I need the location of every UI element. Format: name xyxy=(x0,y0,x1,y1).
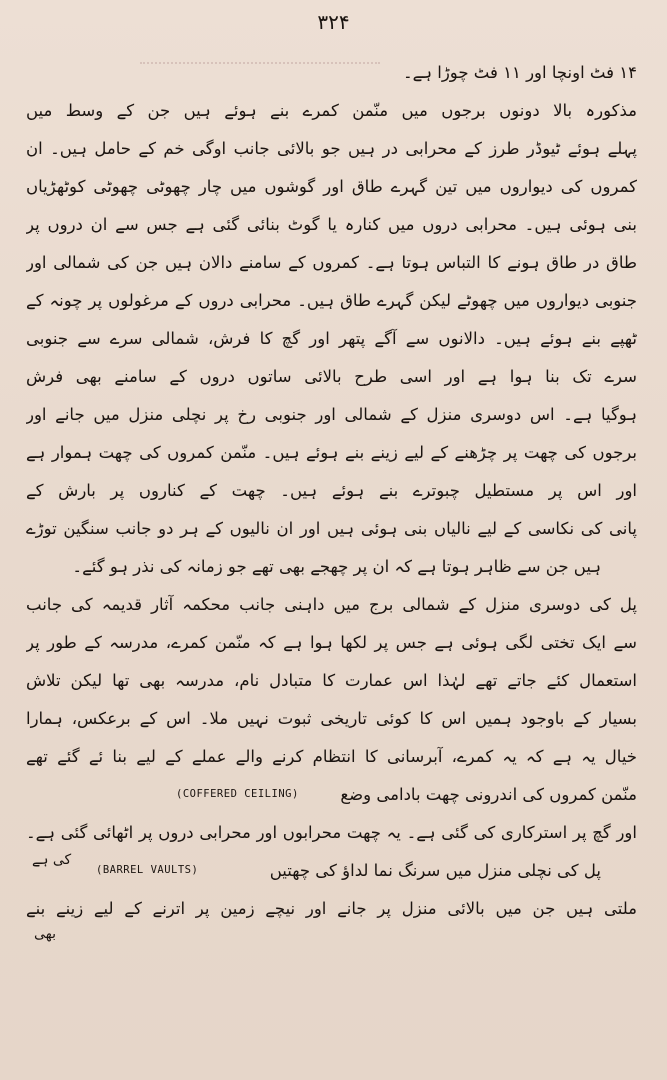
margin-note: بھی xyxy=(34,926,57,942)
text-line: پل کی نچلی منزل میں سرنگ نما لداؤ کی چھتیں xyxy=(269,861,601,880)
text-line: خیال یہ ہے کہ یہ کمرے، آبرسانی کا انتظام کرنے والے عملے کے لیے بنا ئے گئے تھے xyxy=(26,747,637,766)
text-line: بنی ہوئی ہیں۔ محرابی دروں میں کنارہ یا گوٹ بنائی گئی ہے جس سے ان دروں پر xyxy=(26,215,637,234)
text-line: ہوگیا ہے۔ اس دوسری منزل کے شمالی اور جنوبی رخ پر نچلی منزل میں جانے اور xyxy=(26,405,637,424)
text-line: ۱۴ فٹ اونچا اور ۱۱ فٹ چوڑا ہے۔ xyxy=(403,63,637,82)
text-line: ملتی ہیں جن میں بالائی منزل پر جانے اور نیچے زمین پر اترنے کے لیے زینے بنے xyxy=(26,899,637,918)
text-line: سے ایک تختی لگی ہوئی ہے جس پر لکھا ہوا ہے کہ منّمن کمرے، مدرسہ کے طور پر xyxy=(26,633,637,652)
coffered-line xyxy=(26,776,637,814)
text-line: سرے تک بنا ہوا ہے اور اسی طرح بالائی ساتوں دروں کے سامنے بھی فرش xyxy=(26,367,637,386)
text-line: برجوں کی چھت پر چڑھنے کے لیے زینے بنے ہوئے ہیں۔ منّمن کمروں کی چھت ہموار ہے xyxy=(26,443,637,462)
barrel-line xyxy=(26,852,637,890)
text-line: پہلے ہوئے ٹیوڈر طرز کے محرابی در ہیں جو بالائی جانب اوگی خم کے حامل ہیں۔ ان xyxy=(26,139,637,158)
text-line: اور گچ پر استرکاری کی گئی ہے۔ یہ چھت محرابوں اور محرابی دروں پر اٹھائی گئی ہے۔ xyxy=(26,823,637,842)
text-line: مذکورہ بالا دونوں برجوں میں منّمن کمرے بنے ہوئے ہیں جن کے وسط میں xyxy=(26,101,637,120)
page-number: ۳۲۴ xyxy=(317,10,350,34)
text-line: کمروں کی دیواروں میں تین گہرے طاق اور گوشوں میں چار چھوٹی چھوٹی کوٹھڑیاں xyxy=(26,177,637,196)
text-line: ہیں جن سے ظاہر ہوتا ہے کہ ان پر چھجے بھی تھے جو زمانہ کی نذر ہو گئے۔ xyxy=(72,557,601,576)
text-line: پل کی دوسری منزل کے شمالی برج میں داہنی جانب محکمہ آثار قدیمہ کی جانب xyxy=(26,595,637,614)
text-line: جنوبی دیواروں میں چھوٹے لیکن گہرے طاق ہیں۔ محرابی دروں کے مرغولوں پر چونہ کے xyxy=(26,291,637,310)
latin-term-coffered: (COFFERED CEILING) xyxy=(176,788,299,800)
text-line: استعمال کئے جاتے تھے لہٰذا اس عمارت کا متبادل نام، مدرسہ بھی تھا لیکن تلاش xyxy=(26,671,637,690)
text-line: بسیار کے باوجود ہمیں اس کا کوئی تاریخی ثبوت نہیں ملا۔ اس کے برعکس، ہمارا xyxy=(26,709,637,728)
text-line: ٹھپے بنے ہوئے ہیں۔ دالانوں سے آگے پتھر اور گچ کا فرش، شمالی سرے سے جنوبی xyxy=(26,329,637,348)
text-line: اور اس پر مستطیل چبوترے بنے ہوئے ہیں۔ چھت کے کناروں پر بارش کے xyxy=(26,481,637,500)
text-line: پانی کی نکاسی کے لیے نالیاں بنی ہوئی ہیں اور ان نالیوں کے ہر دو جانب سنگین توڑے xyxy=(26,519,637,538)
text-line: طاق در طاق ہونے کا التباس ہوتا ہے۔ کمروں کے سامنے دالان ہیں جن کی شمالی اور xyxy=(26,253,637,272)
margin-note: کی ہے xyxy=(32,852,72,868)
latin-term-barrel: (BARREL VAULTS) xyxy=(96,864,199,876)
text-line: منّمن کمروں کی اندرونی چھت بادامی وضع xyxy=(340,785,637,804)
body-text xyxy=(26,54,637,942)
